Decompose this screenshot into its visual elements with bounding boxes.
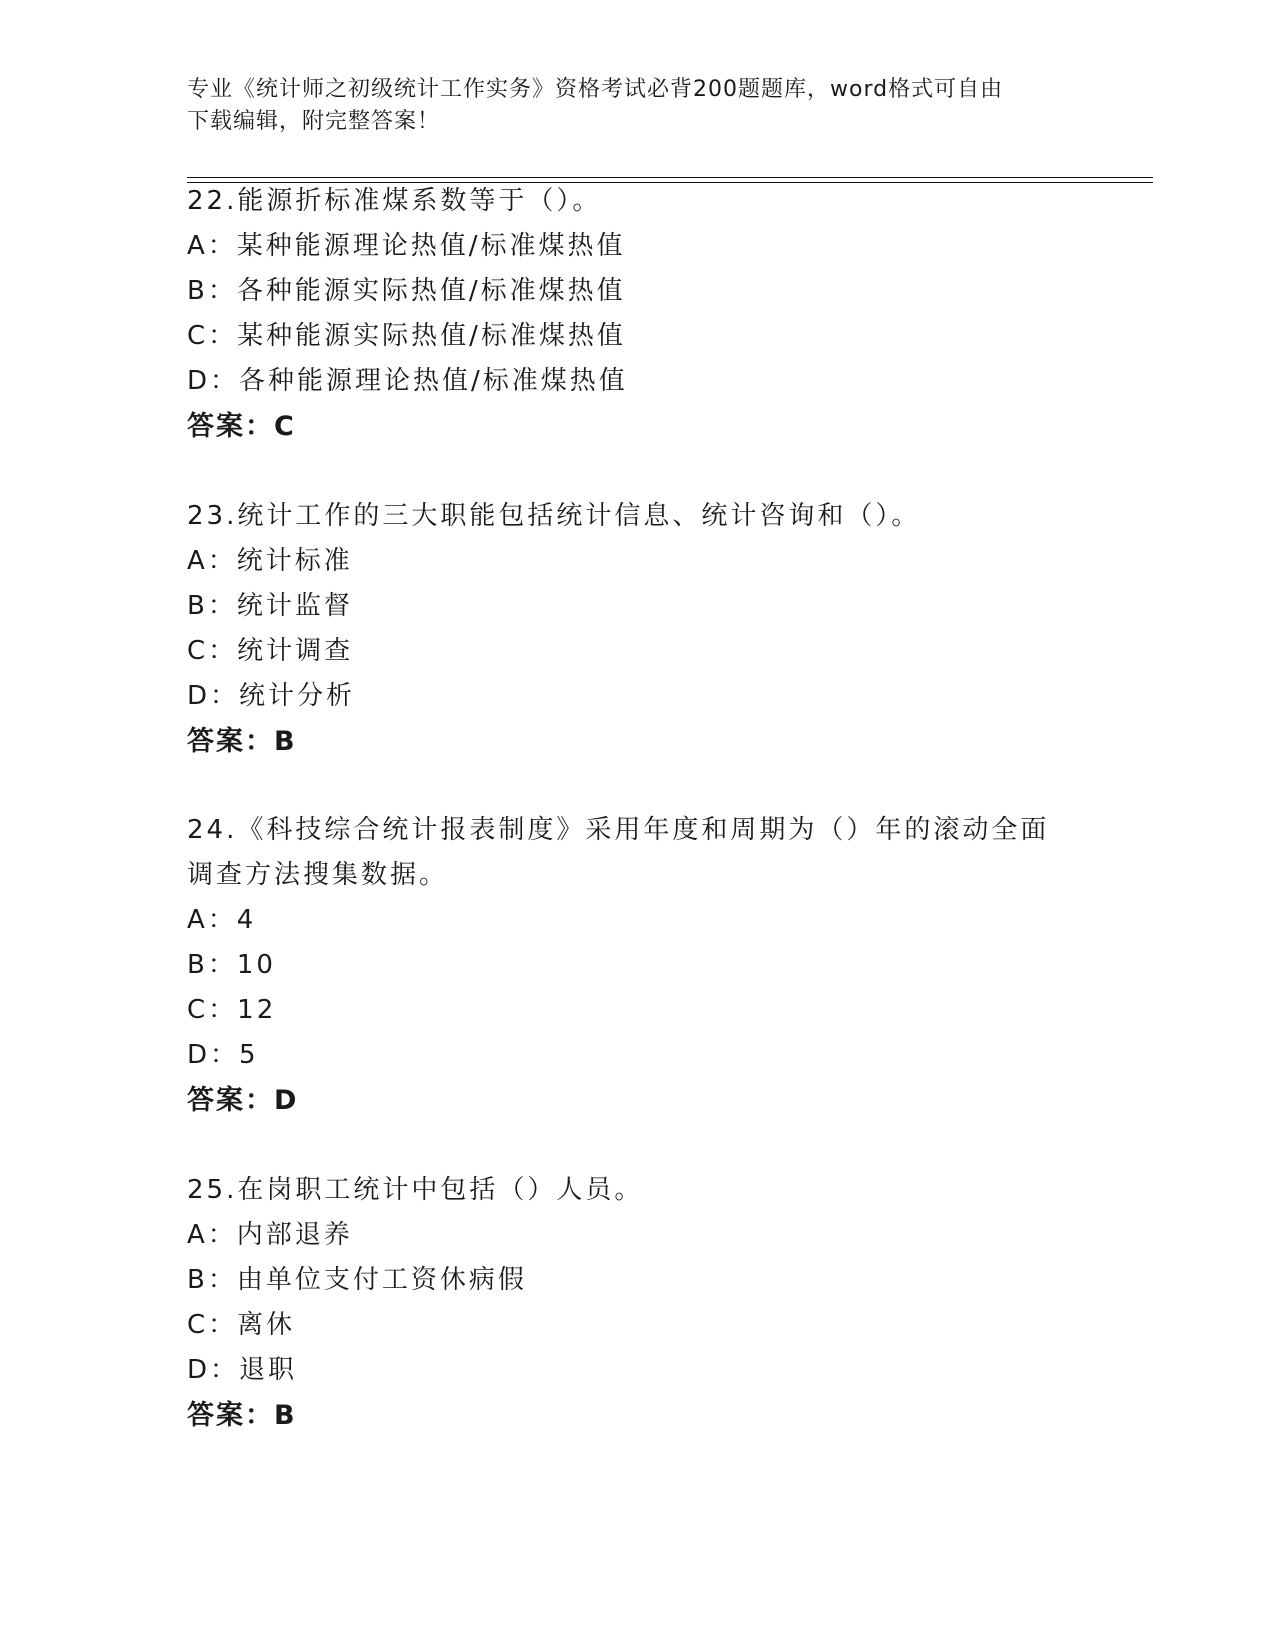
- question-23: [187, 494, 1087, 764]
- option-b: B：统计监督: [187, 591, 353, 621]
- option-a: A：某种能源理论热值/标准煤热值: [187, 231, 626, 261]
- answer: 答案：C: [187, 411, 296, 442]
- option-a: A：统计标准: [187, 546, 353, 576]
- question-25: [187, 1168, 1087, 1438]
- option-c: C：离休: [187, 1310, 296, 1340]
- header-line-1: 专业《统计师之初级统计工作实务》资格考试必背200题题库，word格式可自由: [187, 77, 1004, 102]
- header-divider-top: [187, 177, 1153, 178]
- document-header: [187, 74, 1087, 138]
- option-a: A：4: [187, 905, 257, 935]
- option-b: B：由单位支付工资休病假: [187, 1265, 527, 1295]
- answer: 答案：B: [187, 726, 297, 757]
- answer: 答案：B: [187, 1400, 297, 1431]
- header-line-2: 下载编辑，附完整答案！: [187, 109, 441, 134]
- option-d: D：退职: [187, 1355, 298, 1385]
- option-b: B：10: [187, 950, 276, 980]
- option-d: D：5: [187, 1040, 259, 1070]
- answer: 答案：D: [187, 1085, 299, 1116]
- question-stem: 25.在岗职工统计中包括（）人员。: [187, 1175, 644, 1205]
- option-c: C：某种能源实际热值/标准煤热值: [187, 321, 626, 351]
- question-stem: 24.《科技综合统计报表制度》采用年度和周期为（）年的滚动全面调查方法搜集数据。: [187, 815, 1050, 890]
- option-d: D：各种能源理论热值/标准煤热值: [187, 366, 628, 396]
- option-a: A：内部退养: [187, 1220, 353, 1250]
- question-stem: 23.统计工作的三大职能包括统计信息、统计咨询和（）。: [187, 501, 921, 531]
- option-d: D：统计分析: [187, 681, 356, 711]
- option-b: B：各种能源实际热值/标准煤热值: [187, 276, 626, 306]
- option-c: C：12: [187, 995, 277, 1025]
- option-c: C：统计调查: [187, 636, 354, 666]
- question-22: [187, 179, 1087, 449]
- question-stem: 22.能源折标准煤系数等于（）。: [187, 186, 602, 216]
- question-24: [187, 808, 1087, 1123]
